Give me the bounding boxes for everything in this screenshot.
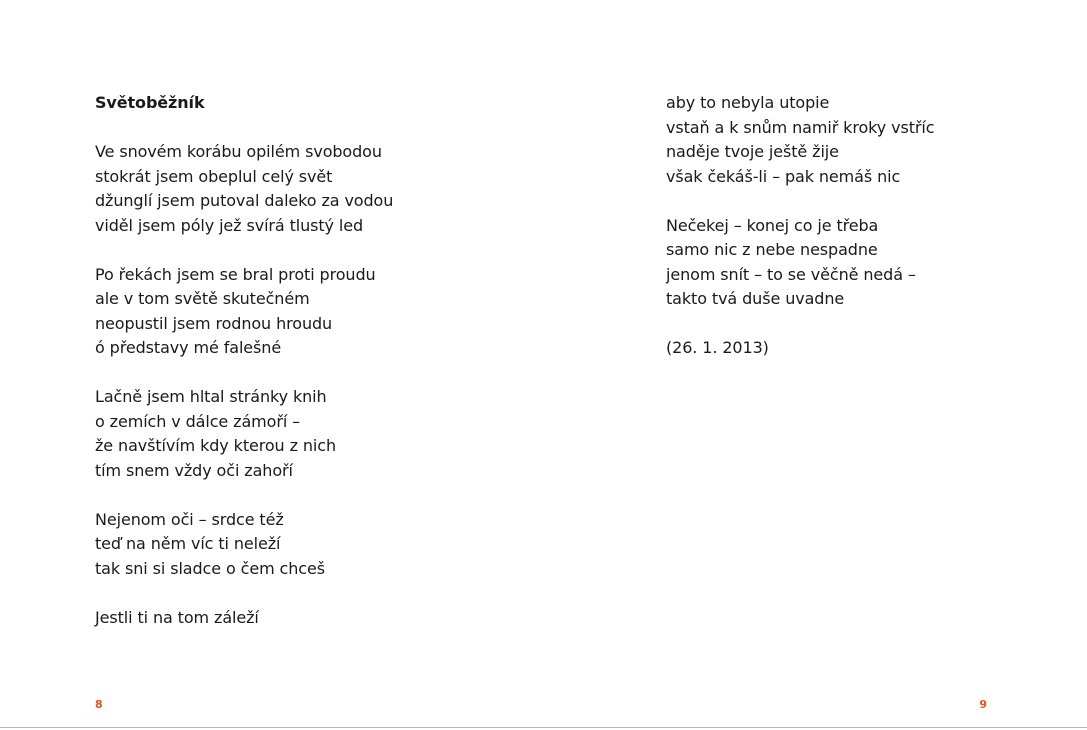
poem-line: vstaň a k snům namiř kroky vstříc [666, 117, 935, 137]
poem-line: o zemích v dálce zámoří – [95, 411, 301, 431]
right-page [543, 0, 1087, 730]
poem-line [666, 189, 934, 214]
poem-line: ale v tom světě skutečném [95, 289, 310, 308]
poem-line: jenom snít – to se věčně nedá – [666, 264, 916, 284]
poem-line: teď na něm víc ti neleží [95, 534, 281, 553]
poem-left-column [95, 91, 393, 630]
poem-line: Po řekách jsem se bral proti proudu [95, 264, 376, 284]
poem-line: Jestli ti na tom záleží [95, 607, 259, 627]
page-bottom-divider [0, 727, 1087, 728]
poem-line: však čekáš-li – pak nemáš nic [666, 166, 901, 186]
poem-line: neopustil jsem rodnou hroudu [95, 313, 333, 333]
poem-right-column [666, 91, 934, 361]
poem-line: viděl jsem póly jež svírá tlustý led [95, 215, 364, 235]
poem-line: takto tvá duše uvadne [666, 289, 845, 308]
poem-line [95, 483, 393, 508]
poem-date: (26. 1. 2013) [666, 338, 769, 357]
poem-line [666, 312, 934, 337]
poem-line: džunglí jsem putoval daleko za vodou [95, 191, 394, 210]
poem-line: Nečekej – konej co je třeba [666, 215, 879, 235]
poem-line: stokrát jsem obeplul celý svět [95, 166, 333, 186]
poem-line: Lačně jsem hltal stránky knih [95, 387, 327, 406]
poem-line: tím snem vždy oči zahoří [95, 460, 293, 480]
poem-line [95, 116, 393, 141]
poem-line: tak sni si sladce o čem chceš [95, 558, 325, 578]
poem-line: aby to nebyla utopie [666, 93, 830, 112]
page-number-left: 8 [95, 698, 103, 711]
poem-line: že navštívím kdy kterou z nich [95, 436, 336, 455]
poem-line [95, 581, 393, 606]
poem-line: Ve snovém korábu opilém svobodou [95, 142, 382, 161]
poem-line: Nejenom oči – srdce též [95, 509, 284, 529]
page-number-right: 9 [979, 698, 987, 711]
poem-line [95, 238, 393, 263]
poem-title: Světoběžník [95, 93, 205, 112]
left-page [0, 0, 543, 730]
poem-line [95, 361, 393, 386]
poem-line: samo nic z nebe nespadne [666, 240, 878, 259]
poem-line: naděje tvoje ještě žije [666, 142, 839, 161]
poem-line: ó představy mé falešné [95, 338, 282, 357]
